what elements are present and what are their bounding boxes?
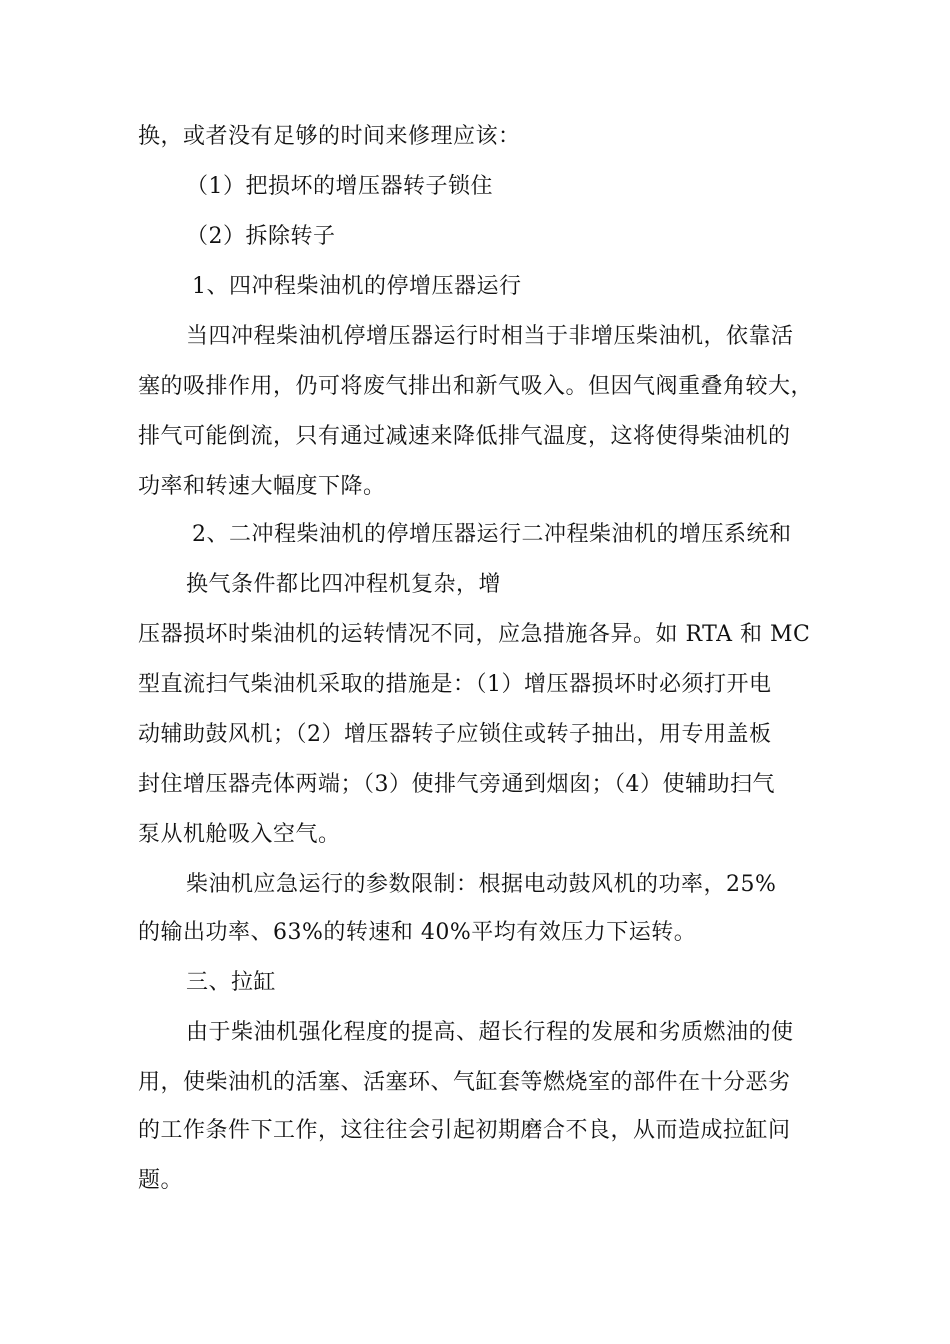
section-heading: 三、拉缸 [186,970,277,995]
text-line: 动辅助鼓风机；（2）增压器转子应锁住或转子抽出，用专用盖板 [138,722,772,747]
text-line: 功率和转速大幅度下降。 [138,474,386,499]
text-line: 的输出功率、63%的转速和 40%平均有效压力下运转。 [138,920,697,945]
text-line: 泵从机舱吸入空气。 [138,822,341,847]
text-line: 型直流扫气柴油机采取的措施是：（1）增压器损坏时必须打开电 [138,672,772,697]
text-line: 当四冲程柴油机停增压器运行时相当于非增压柴油机，依靠活 [186,324,794,349]
text-line: 排气可能倒流，只有通过减速来降低排气温度，这将使得柴油机的 [138,424,791,449]
text-line: 换气条件都比四冲程机复杂，增 [186,572,502,597]
list-item: （2）拆除转子 [186,224,336,249]
section-heading: 1、四冲程柴油机的停增压器运行 [192,274,522,299]
text-line: 由于柴油机强化程度的提高、超长行程的发展和劣质燃油的使 [186,1020,794,1045]
text-line: 用，使柴油机的活塞、活塞环、气缸套等燃烧室的部件在十分恶劣 [138,1070,791,1095]
section-heading: 2、二冲程柴油机的停增压器运行二冲程柴油机的增压系统和 [192,522,792,547]
text-line: 塞的吸排作用，仍可将废气排出和新气吸入。但因气阀重叠角较大， [138,374,814,399]
text-line: 的工作条件下工作，这往往会引起初期磨合不良，从而造成拉缸问 [138,1118,791,1143]
text-line: 柴油机应急运行的参数限制：根据电动鼓风机的功率，25% [186,872,777,897]
list-item: （1）把损坏的增压器转子锁住 [186,174,493,199]
text-line: 换，或者没有足够的时间来修理应该： [138,124,521,149]
text-line: 压器损坏时柴油机的运转情况不同，应急措施各异。如 RTA 和 MC [138,622,811,647]
text-line: 封住增压器壳体两端；（3）使排气旁通到烟囱；（4）使辅助扫气 [138,772,775,797]
text-line: 题。 [138,1168,184,1193]
